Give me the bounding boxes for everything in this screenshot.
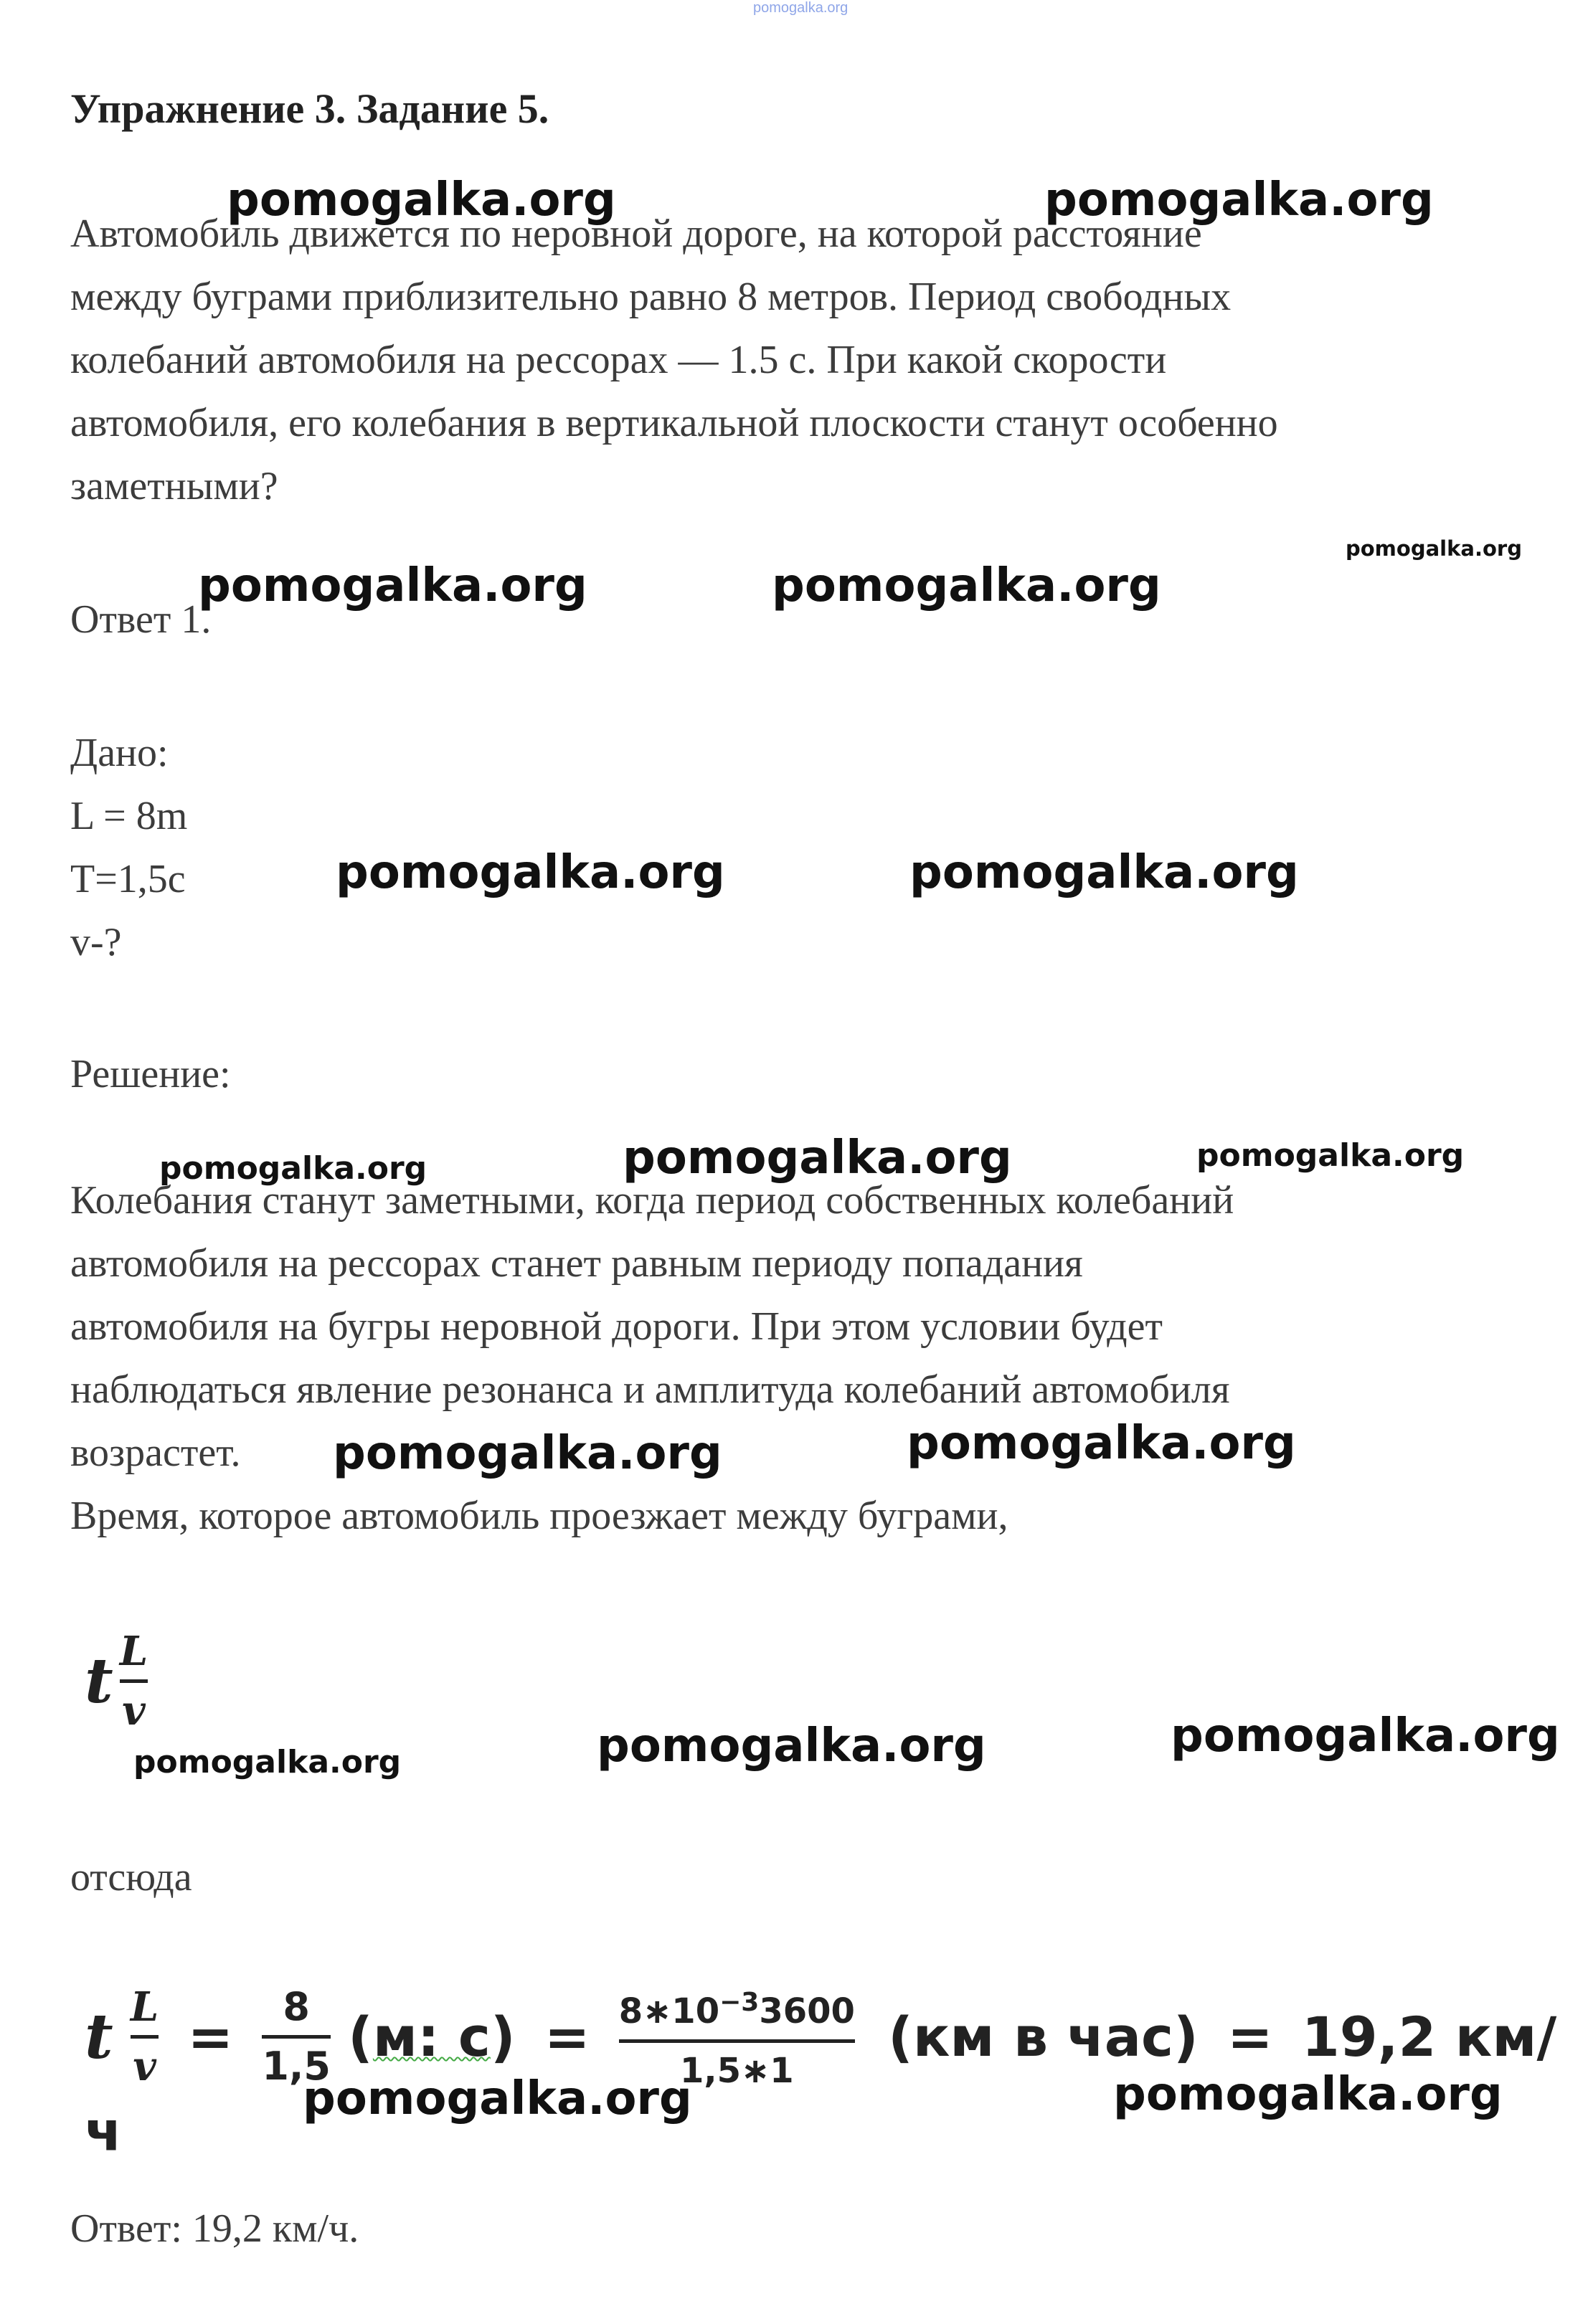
fraction-denominator: 1,5 — [262, 2044, 331, 2089]
formula-fraction — [120, 1628, 148, 1735]
watermark: pomogalka.org — [623, 1132, 1012, 1185]
numerator-exponent: −3 — [719, 1988, 760, 2017]
given-item: L = 8m — [70, 794, 188, 838]
watermark: pomogalka.org — [227, 174, 616, 227]
solution-text — [70, 1169, 1234, 1547]
given-item: T=1,5c — [70, 857, 186, 901]
watermark: pomogalka.org — [303, 2072, 692, 2125]
fraction-denominator: 1,5∗1 — [679, 2051, 794, 2091]
unit-open: ( — [348, 2005, 373, 2069]
fraction-numerator: L — [130, 1983, 159, 2031]
fraction-bar — [120, 1679, 148, 1683]
answer-label: Ответ 1. — [70, 597, 212, 642]
problem-line: колебаний автомобиля на рессорах — 1.5 с. При какой скорости — [70, 338, 1167, 382]
formula-fraction-lv — [131, 1983, 159, 2090]
fraction-denominator: v — [133, 2043, 156, 2090]
watermark: pomogalka.org — [907, 1417, 1296, 1470]
problem-text — [70, 202, 1278, 518]
solution-line: Колебания станут заметными, когда период собственных колебаний — [70, 1178, 1234, 1223]
solution-line: возрастет. — [70, 1431, 241, 1475]
formula-t: t — [85, 2001, 113, 2073]
equals-sign: = — [544, 2005, 590, 2069]
watermark: pomogalka.org — [159, 1150, 427, 1187]
watermark: pomogalka.org — [772, 559, 1161, 612]
given-label: Дано: — [70, 731, 169, 775]
watermark: pomogalka.org — [333, 1427, 722, 1480]
numerator-tail: 3600 — [759, 1991, 855, 2031]
fraction-bar — [131, 2035, 159, 2039]
otsyuda-text: отсюда — [70, 1855, 192, 1899]
solution-line: автомобиля на рессорах станет равным периоду попадания — [70, 1241, 1083, 1286]
fraction-bar — [619, 2039, 855, 2043]
solution-line: наблюдаться явление резонанса и амплитуда колебаний автомобиля — [70, 1367, 1230, 1412]
solution-line: автомобиля на бугры неровной дороги. При этом условии будет — [70, 1304, 1163, 1349]
exercise-title: Упражнение 3. Задание 5. — [70, 85, 549, 132]
given-item: v-? — [70, 920, 122, 964]
problem-line: заметными? — [70, 464, 278, 508]
result-value: 19,2 км/ч — [85, 2005, 1557, 2163]
numerator-base: 8∗10 — [618, 1991, 720, 2031]
fraction-numerator: 8 — [283, 1984, 310, 2029]
fraction-numerator: L — [119, 1628, 148, 1675]
watermark: pomogalka.org — [909, 846, 1299, 899]
fraction-numerator — [619, 1979, 855, 2035]
top-watermark: pomogalka.org — [753, 0, 849, 16]
problem-line: между буграми приблизительно равно 8 метров. Период свободных — [70, 275, 1232, 319]
watermark: pomogalka.org — [1171, 1709, 1560, 1763]
watermark: pomogalka.org — [133, 1744, 402, 1780]
watermark: pomogalka.org — [336, 846, 725, 899]
equals-sign: = — [187, 2005, 234, 2069]
watermark: pomogalka.org — [597, 1720, 986, 1773]
problem-line: Автомобиль движется по неровной дороге, на которой расстояние — [70, 212, 1202, 256]
solution-label: Решение: — [70, 1052, 231, 1096]
unit-ms: м: с — [372, 2005, 491, 2069]
watermark: pomogalka.org — [198, 559, 587, 612]
fraction-bar — [262, 2035, 331, 2039]
equals-sign: = — [1227, 2005, 1273, 2069]
formula-time — [85, 1628, 148, 1735]
given-block — [70, 721, 187, 974]
unit-close: ) — [490, 2005, 516, 2069]
unit-kmh: (км в час) — [888, 2005, 1199, 2069]
fraction-denominator: v — [122, 1687, 146, 1735]
watermark: pomogalka.org — [1346, 536, 1522, 561]
problem-line: автомобиля, его колебания в вертикальной плоскости станут особенно — [70, 401, 1278, 445]
solution-line: Время, которое автомобиль проезжает между буграми, — [70, 1494, 1008, 1538]
formula-t: t — [85, 1645, 113, 1717]
final-answer: Ответ: 19,2 км/ч. — [70, 2206, 359, 2251]
watermark: pomogalka.org — [1113, 2068, 1503, 2121]
watermark: pomogalka.org — [1196, 1137, 1465, 1174]
watermark: pomogalka.org — [1044, 174, 1434, 227]
